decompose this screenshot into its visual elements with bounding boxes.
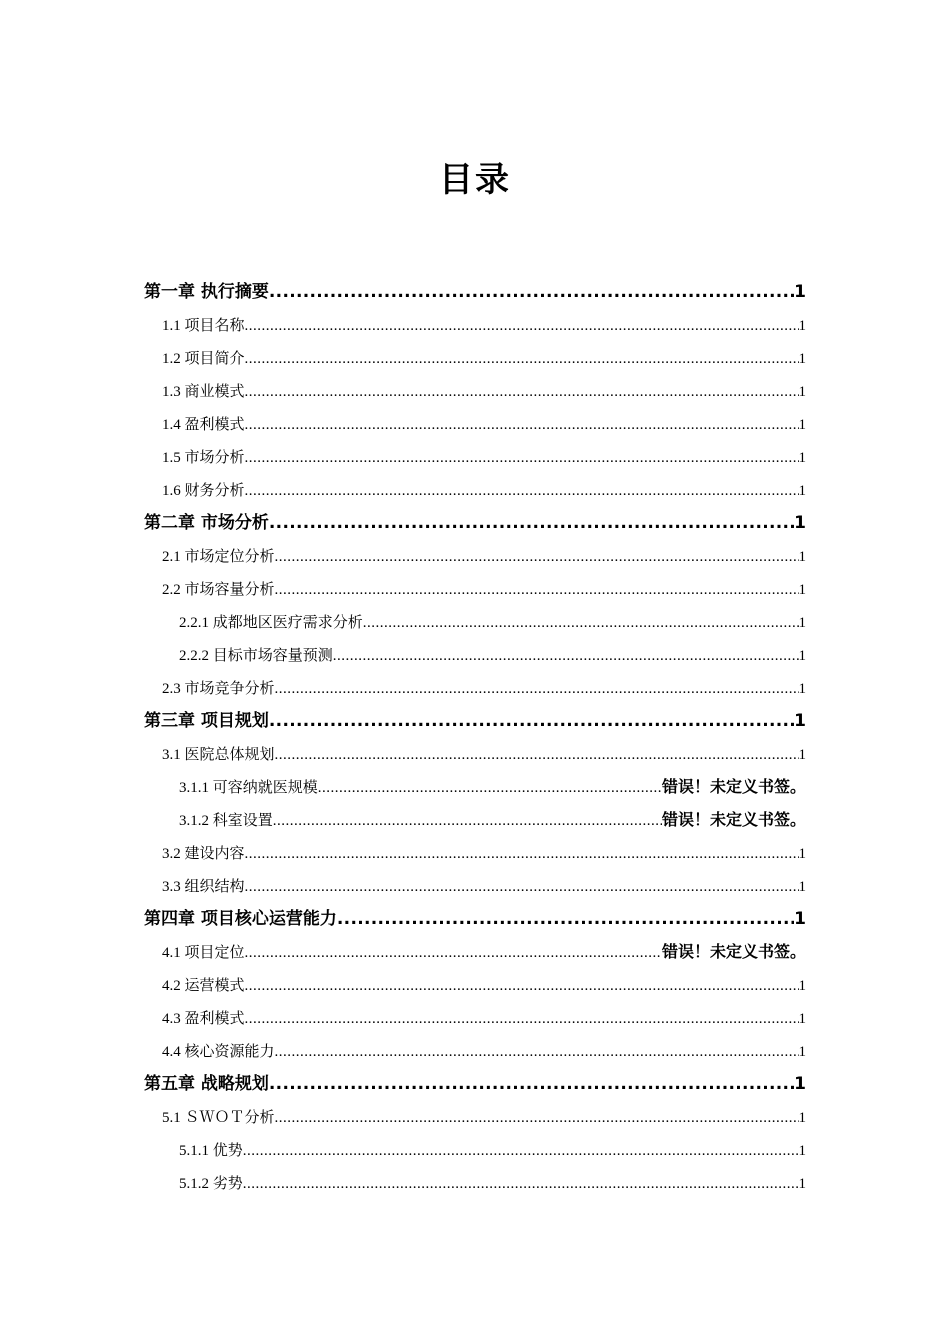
toc-dot-leader (245, 879, 799, 900)
toc-section-entry[interactable] (144, 768, 806, 801)
toc-dot-leader (275, 681, 799, 702)
toc-page-number: 1 (798, 1011, 806, 1027)
toc-section-entry[interactable] (144, 867, 806, 900)
toc-dot-leader (275, 747, 799, 768)
toc-bookmark-error: 错误！未定义书签。 (661, 942, 806, 961)
toc-page-number: 1 (798, 1044, 806, 1060)
toc-section-entry[interactable] (144, 537, 806, 570)
toc-bookmark-error: 错误！未定义书签。 (661, 777, 806, 796)
toc-section-entry[interactable] (144, 669, 806, 702)
toc-entry-title: 第五章 战略规划 (144, 1074, 269, 1094)
toc-page-number: 1 (798, 483, 806, 499)
toc-entry-title: 第一章 执行摘要 (144, 282, 269, 302)
toc-entry-title: 2.2.2 目标市场容量预测 (179, 648, 333, 664)
toc-section-entry[interactable] (144, 801, 806, 834)
toc-dot-leader (245, 1011, 799, 1032)
toc-entry-title: 3.1.1 可容纳就医规模 (179, 780, 318, 796)
toc-entry-title: 第四章 项目核心运营能力 (144, 909, 337, 929)
toc-entry-title: 2.3 市场竞争分析 (162, 681, 275, 697)
toc-entry-title: 3.2 建设内容 (162, 846, 245, 862)
toc-entry-title: 2.2 市场容量分析 (162, 582, 275, 598)
toc-chapter-entry[interactable] (144, 504, 806, 537)
toc-page-number: 1 (798, 648, 806, 664)
toc-dot-leader (245, 945, 662, 966)
toc-bookmark-error: 错误！未定义书签。 (661, 810, 806, 829)
toc-entry-title: 1.2 项目简介 (162, 351, 245, 367)
toc-entry-title: 5.1.1 优势 (179, 1143, 243, 1159)
toc-section-entry[interactable] (144, 570, 806, 603)
toc-entry-title: 第二章 市场分析 (144, 513, 269, 533)
toc-dot-leader (273, 813, 662, 834)
toc-section-entry[interactable] (144, 438, 806, 471)
toc-dot-leader (245, 351, 799, 372)
toc-page-number: 1 (798, 417, 806, 433)
toc-section-entry[interactable] (144, 372, 806, 405)
toc-page-number: 1 (798, 582, 806, 598)
toc-chapter-entry[interactable] (144, 1065, 806, 1098)
toc-section-entry[interactable] (144, 966, 806, 999)
toc-page-number: 1 (798, 879, 806, 895)
toc-section-entry[interactable] (144, 1164, 806, 1197)
toc-entry-title: 2.1 市场定位分析 (162, 549, 275, 565)
toc-page-number: 1 (798, 1143, 806, 1159)
toc-section-entry[interactable] (144, 735, 806, 768)
toc-entry-title: 1.3 商业模式 (162, 384, 245, 400)
toc-page-number: 1 (798, 318, 806, 334)
toc-page-number: 1 (798, 351, 806, 367)
toc-dot-leader (275, 1110, 799, 1131)
toc-entry-title: 5.1.2 劣势 (179, 1176, 243, 1192)
toc-dot-leader (243, 1176, 799, 1197)
toc-entry-title: 1.6 财务分析 (162, 483, 245, 499)
toc-section-entry[interactable] (144, 603, 806, 636)
toc-entry-title: 3.1 医院总体规划 (162, 747, 275, 763)
toc-section-entry[interactable] (144, 933, 806, 966)
toc-page-number: 1 (794, 711, 806, 731)
table-of-contents (144, 273, 806, 1197)
toc-dot-leader (269, 282, 794, 306)
toc-dot-leader (245, 318, 799, 339)
toc-section-entry[interactable] (144, 339, 806, 372)
page-title: 目录 (439, 160, 511, 200)
toc-page-number: 1 (798, 747, 806, 763)
toc-dot-leader (318, 780, 662, 801)
toc-page-number: 1 (798, 549, 806, 565)
toc-dot-leader (363, 615, 799, 636)
toc-dot-leader (245, 417, 799, 438)
toc-section-entry[interactable] (144, 1098, 806, 1131)
toc-dot-leader (269, 513, 794, 537)
toc-page-number: 1 (794, 282, 806, 302)
toc-dot-leader (245, 384, 799, 405)
toc-section-entry[interactable] (144, 405, 806, 438)
toc-dot-leader (269, 1074, 794, 1098)
toc-page-number: 1 (794, 513, 806, 533)
toc-entry-title: 1.5 市场分析 (162, 450, 245, 466)
toc-page-number: 1 (798, 846, 806, 862)
toc-dot-leader (245, 978, 799, 999)
toc-section-entry[interactable] (144, 306, 806, 339)
toc-chapter-entry[interactable] (144, 702, 806, 735)
toc-page-number: 1 (794, 909, 806, 929)
toc-dot-leader (243, 1143, 799, 1164)
toc-page-number: 1 (798, 450, 806, 466)
toc-chapter-entry[interactable] (144, 273, 806, 306)
toc-dot-leader (337, 909, 794, 933)
toc-entry-title: 第三章 项目规划 (144, 711, 269, 731)
toc-entry-title: 3.1.2 科室设置 (179, 813, 273, 829)
toc-entry-title: 4.2 运营模式 (162, 978, 245, 994)
toc-dot-leader (275, 582, 799, 603)
toc-page-number: 1 (798, 681, 806, 697)
toc-entry-title: 4.1 项目定位 (162, 945, 245, 961)
toc-chapter-entry[interactable] (144, 900, 806, 933)
toc-section-entry[interactable] (144, 636, 806, 669)
toc-dot-leader (269, 711, 794, 735)
toc-section-entry[interactable] (144, 471, 806, 504)
toc-dot-leader (333, 648, 799, 669)
toc-dot-leader (245, 846, 799, 867)
toc-entry-title: 2.2.1 成都地区医疗需求分析 (179, 615, 363, 631)
toc-dot-leader (275, 549, 799, 570)
toc-section-entry[interactable] (144, 999, 806, 1032)
toc-dot-leader (245, 450, 799, 471)
toc-section-entry[interactable] (144, 1032, 806, 1065)
toc-section-entry[interactable] (144, 834, 806, 867)
toc-page-number: 1 (798, 1110, 806, 1126)
toc-page-number: 1 (798, 978, 806, 994)
toc-page-number: 1 (798, 384, 806, 400)
toc-dot-leader (245, 483, 799, 504)
toc-entry-title: 1.4 盈利模式 (162, 417, 245, 433)
toc-page-number: 1 (798, 615, 806, 631)
toc-page-number: 1 (794, 1074, 806, 1094)
toc-section-entry[interactable] (144, 1131, 806, 1164)
toc-entry-title: 3.3 组织结构 (162, 879, 245, 895)
toc-entry-title: 4.4 核心资源能力 (162, 1044, 275, 1060)
toc-dot-leader (275, 1044, 799, 1065)
toc-page-number: 1 (798, 1176, 806, 1192)
toc-entry-title: 1.1 项目名称 (162, 318, 245, 334)
toc-entry-title: 4.3 盈利模式 (162, 1011, 245, 1027)
toc-entry-title: 5.1 ＳＷＯＴ分析 (162, 1110, 275, 1126)
